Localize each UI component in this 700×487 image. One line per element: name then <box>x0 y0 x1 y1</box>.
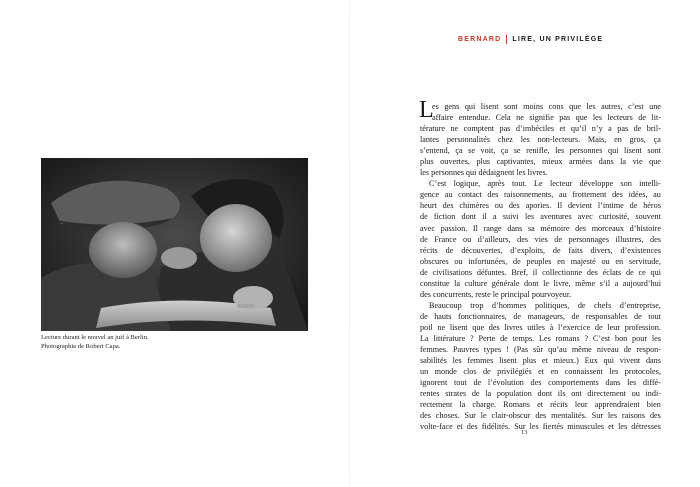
photograph-two-boys-reading <box>41 158 308 331</box>
body-text <box>419 97 661 432</box>
running-head <box>458 35 603 44</box>
text-line: affaire entendue. Cela ne signifie pas que les lecteurs de lit- <box>432 113 661 123</box>
text-line: lantes personnalités chez les non-lecteurs. Mais, en gros, ça <box>420 135 661 145</box>
photo-illustration <box>41 158 308 331</box>
text-line: constitue la culture générale dont le livre, même s’il a aujourd’hui <box>420 278 661 288</box>
running-head-title: LIRE, UN PRIVILÈGE <box>512 36 604 43</box>
text-line: Beaucoup trop d’hommes politiques, de chefs d’entreprise, <box>429 300 661 310</box>
photo-caption <box>41 334 241 351</box>
text-line: C’est logique, après tout. Le lecteur développe son intelli- <box>429 179 661 189</box>
caption-line: Lecture durant le nouvel an juif à Berlin. <box>41 334 149 341</box>
text-line: des concurrents, reste le principal pourvoyeur. <box>420 289 572 299</box>
text-line: ignorent tout de l’évolution des comportements dans les diffé- <box>420 378 661 388</box>
text-line: volte-face et des fidélités. Sur les fiertés minuscules et les détresses <box>420 422 661 432</box>
text-line: rectement la charge. Romans et récits leur apprendraient bien <box>420 400 661 410</box>
text-line: un monde clos de privilégiés et en connaissent les protocoles, <box>420 367 661 377</box>
text-line: térature ne comptent pas d’imbéciles et qu’il n’y a pas de bril- <box>420 124 661 134</box>
text-line: poil ne lisent que des livres utiles à l’exercice de leur profession. <box>420 322 661 332</box>
text-line: s’entend, ça se voit, ça se renifle, les personnes qui lisent sont <box>420 146 661 156</box>
drop-cap: L <box>419 97 434 123</box>
text-line: heurt des chimères ou des apories. Il devient l’intime de héros <box>420 201 661 211</box>
text-line: plus ouvertes, plus captivantes, mieux armées dans la vie que <box>420 157 661 167</box>
text-line-content: es gens qui lisent sont moins cons que les autres, c’est une <box>432 102 661 111</box>
text-line: sabilités les femmes lisent plus et mieux.) Eux qui vivent dans <box>420 356 661 366</box>
running-head-separator <box>506 35 507 44</box>
text-line: La littérature ? Perte de temps. Les romans ? C’est bon pour les <box>420 333 661 343</box>
text-line: les personnes qui dédaignent les livres. <box>420 168 548 178</box>
caption-line: Photographie de Robert Capa. <box>41 342 121 350</box>
running-head-author: BERNARD <box>458 36 502 43</box>
text-line: femmes. Pauvres types ! (Pas sûr qu’au même niveau de respon- <box>420 345 661 355</box>
text-line: des choses. Sur le clair-obscur des mentalités. Sur les raisons des <box>420 411 661 421</box>
page-number: 13 <box>521 429 528 436</box>
text-line: récits de découvertes, d’exploits, de faits divers, d’existences <box>420 245 661 255</box>
text-line: avec passion. Il range dans sa mémoire des morceaux d’histoire <box>420 223 661 233</box>
text-line: de fiction dont il a suivi les aventures avec curiosité, souvent <box>420 212 661 222</box>
text-line: de hauts fonctionnaires, de manageurs, de responsables de tout <box>420 311 661 321</box>
text-line: de civilisations défuntes. Bref, il collectionne des éclats de ce qui <box>420 267 661 277</box>
text-line: gence au contact des raisonnements, au frottement des idées, au <box>420 190 661 200</box>
text-line: obscures ou infortunées, de peuples en majesté ou en servitude, <box>420 256 661 266</box>
page-gutter <box>349 0 350 487</box>
text-line: de France ou d’ailleurs, des vies de personnages illustres, des <box>420 234 661 244</box>
text-line: rentes strates de la population dont ils ont directement ou indi- <box>420 389 661 399</box>
